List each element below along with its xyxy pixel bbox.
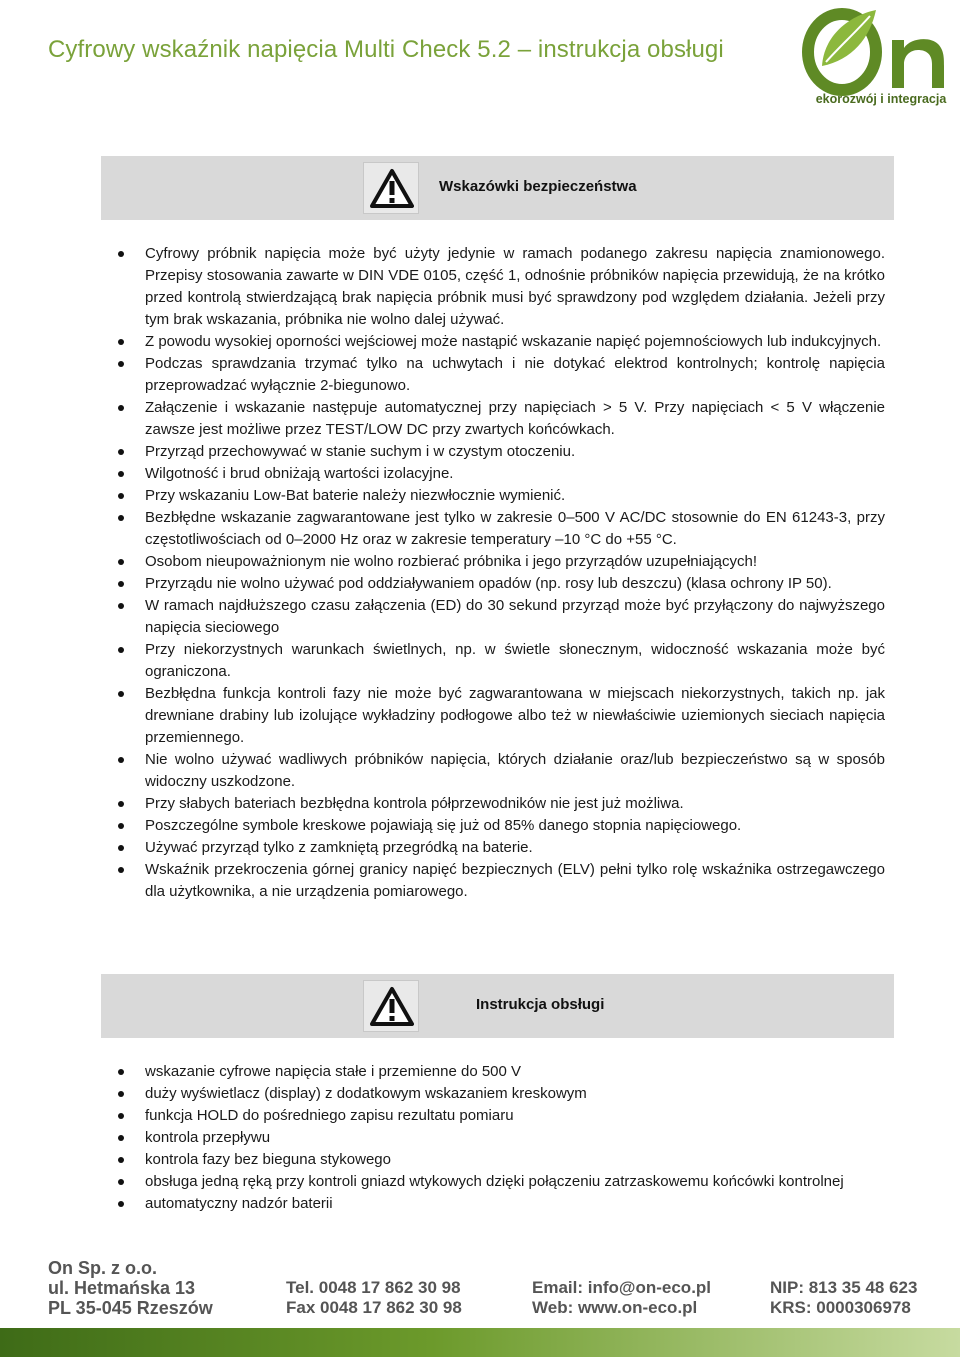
footer-email[interactable]: Email: info@on-eco.pl — [532, 1278, 712, 1297]
footer-address — [48, 1258, 213, 1318]
list-item: wskazanie cyfrowe napięcia stałe i przemienne do 500 V — [145, 1061, 885, 1083]
warning-triangle-icon — [370, 168, 414, 210]
footer-tel: Tel. 0048 17 862 30 98 — [286, 1278, 461, 1297]
footer-gradient-bar — [0, 1328, 960, 1357]
safety-list — [145, 243, 885, 903]
list-item: Przyrząd przechowywać w stanie suchym i w czystym otoczeniu. — [145, 441, 885, 463]
footer-nip: NIP: 813 35 48 623 — [770, 1278, 918, 1297]
list-item: automatyczny nadzór baterii — [145, 1193, 885, 1215]
footer-krs: KRS: 0000306978 — [770, 1298, 911, 1317]
safety-heading: Wskazówki bezpieczeństwa — [439, 178, 637, 195]
list-item: Poszczególne symbole kreskowe pojawiają się już od 85% danego stopnia napięciowego. — [145, 815, 885, 837]
list-item: obsługa jedną ręką przy kontroli gniazd wtykowych dzięki połączeniu zatrzaskowemu końcówki kontrolnej — [145, 1171, 885, 1193]
list-item: Przy niekorzystnych warunkach świetlnych, np. w świetle słonecznym, widoczność wskazania może być ograniczona. — [145, 639, 885, 683]
footer-web[interactable]: Web: www.on-eco.pl — [532, 1298, 698, 1317]
page-title: Cyfrowy wskaźnik napięcia Multi Check 5.2 – instrukcja obsługi — [48, 36, 724, 63]
safety-section-header — [101, 156, 894, 220]
footer-registry — [770, 1278, 917, 1318]
list-item: kontrola przepływu — [145, 1127, 885, 1149]
manual-section-header — [101, 974, 894, 1038]
list-item: Podczas sprawdzania trzymać tylko na uchwytach i nie dotykać elektrod kontrolnych; kontrolę napięcia przeprowadzać wyłącznie 2-biegunowo. — [145, 353, 885, 397]
manual-list — [145, 1061, 885, 1215]
footer-street: ul. Hetmańska 13 — [48, 1278, 196, 1298]
list-item: duży wyświetlacz (display) z dodatkowym wskazaniem kreskowym — [145, 1083, 885, 1105]
list-item: Przy wskazaniu Low-Bat baterie należy niezwłocznie wymienić. — [145, 485, 885, 507]
logo-tagline: ekorozwój i integracja — [815, 92, 947, 106]
list-item: W ramach najdłuższego czasu załączenia (ED) do 30 sekund przyrząd może być przyłączony do najwyższego napięcia sieciowego — [145, 595, 885, 639]
manual-warning-icon-box — [363, 980, 419, 1032]
footer-contact — [532, 1278, 711, 1318]
list-item: Bezbłędne wskazanie zagwarantowane jest tylko w zakresie 0–500 V AC/DC stosownie do EN 61243-3, przy częstotliwościach od 0–2000 Hz oraz w zakresie temperatury –10 °C do +55 °C. — [145, 507, 885, 551]
manual-heading: Instrukcja obsługi — [476, 996, 605, 1013]
list-item: Cyfrowy próbnik napięcia może być użyty jedynie w ramach podanego zakresu napięcia znamionowego. Przepisy stosowania zawarte w DIN VDE 0105, część 1, odnośnie próbników napięcia przewidują, że na krótko przed kontrolą stwierdzającą brak napięcia próbnik musi być sprawdzony pod względem działania. Jeżeli przy tym brak wskazania, próbnika nie wolno dalej używać. — [145, 243, 885, 331]
safety-warning-icon-box — [363, 162, 419, 214]
list-item: Przyrządu nie wolno używać pod oddziaływaniem opadów (np. rosy lub deszczu) (klasa ochrony IP 50). — [145, 573, 885, 595]
list-item: Osobom nieupoważnionym nie wolno rozbierać próbnika i jego przyrządów uzupełniających! — [145, 551, 885, 573]
list-item: Używać przyrząd tylko z zamkniętą przegródką na baterie. — [145, 837, 885, 859]
list-item: Nie wolno używać wadliwych próbników napięcia, których działanie oraz/lub bezpieczeństwo są w sposób widoczny uszkodzone. — [145, 749, 885, 793]
footer-company: On Sp. z o.o. — [48, 1258, 157, 1278]
list-item: kontrola fazy bez bieguna stykowego — [145, 1149, 885, 1171]
list-item: Bezbłędna funkcja kontroli fazy nie może być zagwarantowana w miejscach niekorzystnych, takich np. jak drewniane drabiny lub izolujące wykładziny podłogowe albo też w niewłaściwie uziemionych sieciach napięcia przemiennego. — [145, 683, 885, 749]
list-item: Z powodu wysokiej oporności wejściowej może nastąpić wskazanie napięć pojemnościowych lub indukcyjnych. — [145, 331, 885, 353]
warning-triangle-icon — [370, 986, 414, 1028]
footer-city: PL 35-045 Rzeszów — [48, 1298, 213, 1318]
list-item: funkcja HOLD do pośredniego zapisu rezultatu pomiaru — [145, 1105, 885, 1127]
list-item: Przy słabych bateriach bezbłędna kontrola półprzewodników nie jest już możliwa. — [145, 793, 885, 815]
footer-fax: Fax 0048 17 862 30 98 — [286, 1298, 462, 1317]
list-item: Wilgotność i brud obniżają wartości izolacyjne. — [145, 463, 885, 485]
list-item: Wskaźnik przekroczenia górnej granicy napięć bezpiecznych (ELV) pełni tylko rolę wskaźnika ostrzegawczego dla użytkownika, a nie urządzenia pomiarowego. — [145, 859, 885, 903]
list-item: Załączenie i wskazanie następuje automatycznej przy napięciach > 5 V. Przy napięciach < 5 V włączenie zawsze jest możliwe przez TEST/LOW DC przy zwartych końcówkach. — [145, 397, 885, 441]
footer-phones — [286, 1278, 462, 1318]
